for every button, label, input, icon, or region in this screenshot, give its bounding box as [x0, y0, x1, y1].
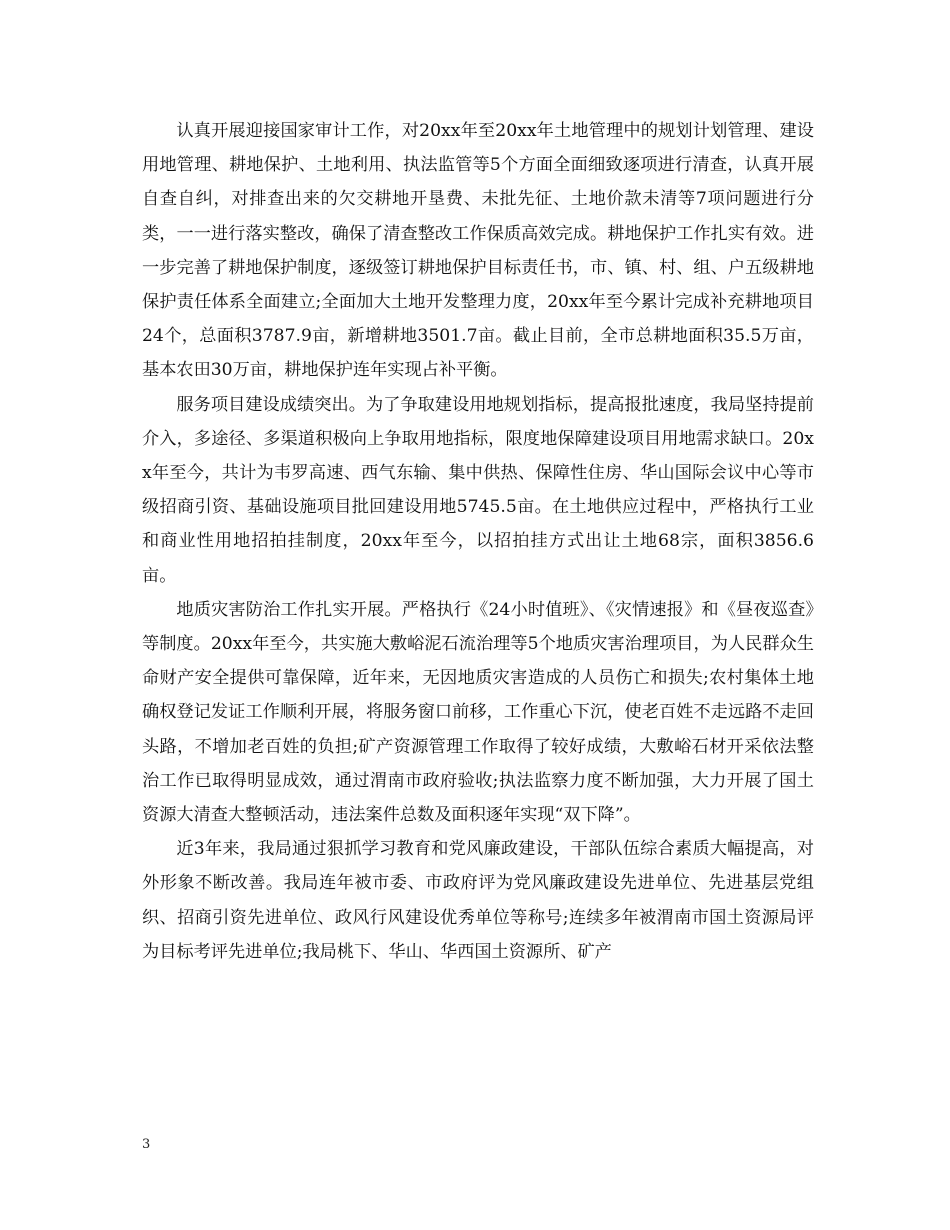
paragraph-party-building: 近3年来，我局通过狠抓学习教育和党风廉政建设，干部队伍综合素质大幅提高，对外形象不断改善。我局连年被市委、市政府评为党风廉政建设先进单位、先进基层党组织、招商引资先进单位、政风行风建设优秀单位等称号;连续多年被渭南市国土资源局评为目标考评先进单位;我局桃下、华山、华西国土资源所、矿产	[142, 839, 814, 962]
body-text	[142, 114, 814, 969]
paragraph-geological-disaster: 地质灾害防治工作扎实开展。严格执行《24小时值班》、《灾情速报》和《昼夜巡查》等制度。20xx年至今，共实施大敷峪泥石流治理等5个地质灾害治理项目，为人民群众生命财产安全提供可靠保障，近年来，无因地质灾害造成的人员伤亡和损失;农村集体土地确权登记发证工作顺利开展，将服务窗口前移，工作重心下沉，使老百姓不走远路不走回头路，不增加老百姓的负担;矿产资源管理工作取得了较好成绩，大敷峪石材开采依法整治工作已取得明显成效，通过渭南市政府验收;执法监察力度不断加强，大力开展了国土资源大清查大整顿活动，违法案件总数及面积逐年实现“双下降”。	[142, 599, 814, 826]
paragraph-land-audit: 认真开展迎接国家审计工作，对20xx年至20xx年土地管理中的规划计划管理、建设用地管理、耕地保护、土地利用、执法监管等5个方面全面细致逐项进行清查，认真开展自查自纠，对排查出来的欠交耕地开垦费、未批先征、土地价款未清等7项问题进行分类，一一进行落实整改，确保了清查整改工作保质高效完成。耕地保护工作扎实有效。进一步完善了耕地保护制度，逐级签订耕地保护目标责任书，市、镇、村、组、户五级耕地保护责任体系全面建立;全面加大土地开发整理力度，20xx年至今累计完成补充耕地项目24个，总面积3787.9亩，新增耕地3501.7亩。截止目前，全市总耕地面积35.5万亩，基本农田30万亩，耕地保护连年实现占补平衡。	[142, 121, 814, 381]
page-number: 3	[142, 1137, 151, 1152]
paragraph-project-construction: 服务项目建设成绩突出。为了争取建设用地规划指标，提高报批速度，我局坚持提前介入，多途径、多渠道积极向上争取用地指标，限度地保障建设项目用地需求缺口。20xx年至今，共计为韦罗高速、西气东输、集中供热、保障性住房、华山国际会议中心等市级招商引资、基础设施项目批回建设用地5745.5亩。在土地供应过程中，严格执行工业和商业性用地招拍挂制度，20xx年至今，以招拍挂方式出让土地68宗，面积3856.6亩。	[142, 394, 814, 586]
